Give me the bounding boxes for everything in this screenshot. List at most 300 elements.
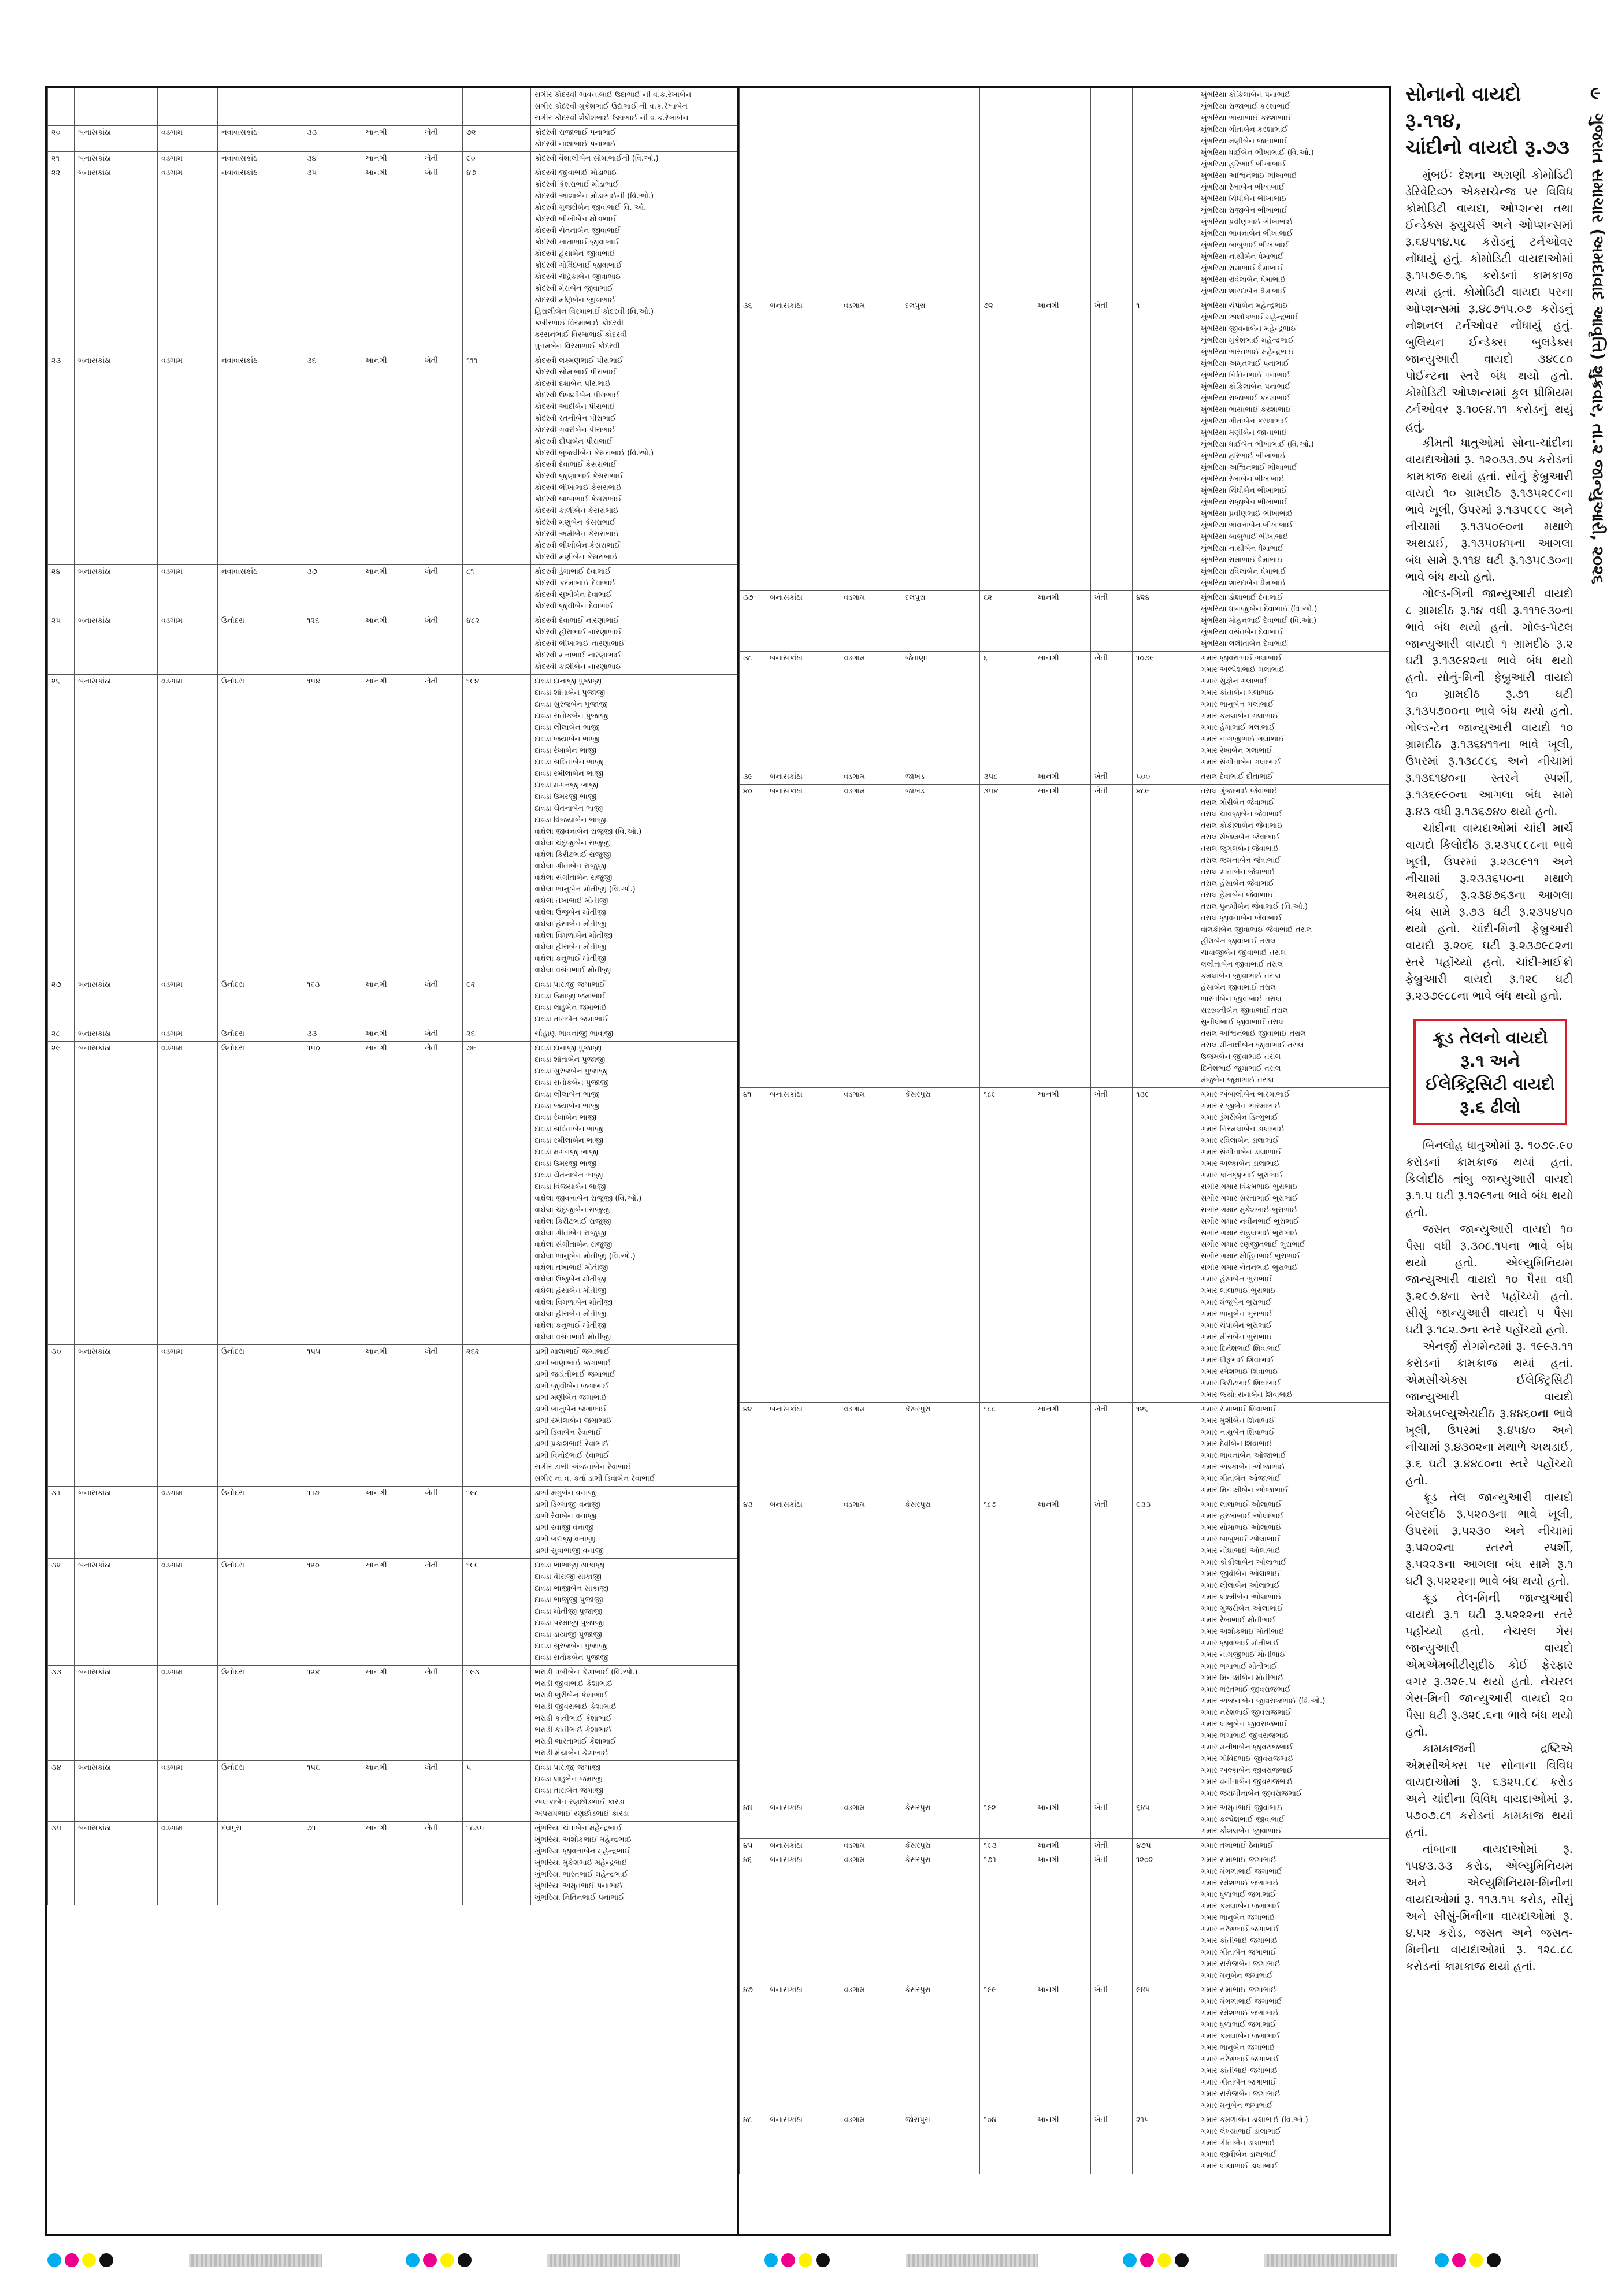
land-use-cell: ખેતી (1091, 1983, 1133, 2113)
table-row (48, 166, 737, 354)
owner-name: ગમાર મીરાબેન ભુરાભાઈ (1201, 1333, 1272, 1342)
owner-name: ભરાડી જીવરાભાઈ કેશાભાઈ (535, 1703, 617, 1711)
table-row (740, 652, 1389, 770)
owner-name: ગમાર અલ્કાબેન ઓજાભાઈ (1201, 1463, 1286, 1472)
area-cell: ૪૭૫ (1133, 1839, 1197, 1853)
owner-name: ગમાર જીવીબેન ઓલાભાઈ (1201, 1570, 1281, 1578)
owner-name: ગમાર લાલાભાઈ ડાલાભાઈ (1201, 2162, 1278, 2171)
owner-name: ગમાર ભાનુબેન ભુરાભાઈ (1201, 1310, 1273, 1318)
owner-name: ખુંભરિયા મુકેશભાઈ મહેન્દ્રભાઈ (535, 1859, 628, 1867)
area-cell: ૪૮૨ (463, 614, 531, 675)
owner-name: કોદરવી જીણાભાઈ કેસરાભાઈ (535, 472, 624, 481)
owner-name: કોદરવી નાથાભાઈ પનાભાઈ (535, 140, 617, 148)
owner-name: ગમાર લક્ષ્મીબેન ઓલાભાઈ (1201, 1593, 1282, 1602)
owner-name: ગમાર મુશીબેન શિવાભાઈ (1201, 1417, 1275, 1425)
row-number: ૪૧ (740, 1088, 766, 1403)
district-cell: બનાસકાંઠા (766, 2113, 840, 2174)
row-number: ૨૫ (48, 614, 75, 675)
owner-name: ડાભી સુવાભાજી વનાજી (535, 1547, 604, 1555)
owner-name: ગમાર સરોજબેન જગાભાઈ (1201, 2090, 1281, 2098)
owner-name: ખુંભરિયા ભાવનાબેન ભીખાભાઈ (1201, 521, 1293, 530)
owner-name: ખુંભરિયા શારદાબેન ધેમાભાઈ (1201, 287, 1286, 296)
cyan-mark (1435, 2253, 1449, 2267)
tenure-cell: ખાનગી (362, 1822, 421, 1905)
empty-cell (48, 88, 75, 126)
table-row (48, 1822, 737, 1905)
owners-cell (531, 1666, 737, 1761)
district-cell: બનાસકાંઠા (75, 675, 158, 978)
owner-name: ભરાડી મંચાબેન કેશાભાઈ (535, 1749, 609, 1758)
owner-name: ગમાર નાગજીભાઈ મોતીભાઈ (1201, 1651, 1286, 1659)
owner-name: ખુંભરિયા રવિલાબેન ધેમાભાઈ (1201, 567, 1286, 576)
owner-name: ગમાર અલ્કાબેન જીવરાજભાઈ (1201, 1766, 1293, 1775)
empty-cell (1034, 88, 1091, 299)
survey-number-cell: ૩૩ (303, 1027, 362, 1042)
village-cell: કેસરપુરા (901, 1853, 980, 1983)
table-row (740, 1801, 1389, 1839)
village-cell: જેતાણા (901, 652, 980, 770)
gray-bar (547, 2254, 680, 2267)
owners-cell (531, 675, 737, 978)
owner-name: ખુંભરિયા કોકિલાબેન પનાભાઈ (1201, 91, 1291, 99)
village-cell: ઉનોદરા (218, 978, 303, 1027)
land-use-cell: ખેતી (1091, 1088, 1133, 1403)
table-row (740, 1498, 1389, 1801)
taluka-cell: વડગામ (840, 652, 901, 770)
land-table-left-body (48, 88, 737, 1905)
owner-name: દાવડા મગનજી ભાજી (535, 781, 598, 790)
owner-name: કોદરવી ભીખીબેન કેસરાભાઈ (535, 541, 621, 550)
owner-name: ગમાર સંગીતાબેન ગલાભાઈ (1201, 758, 1281, 767)
owner-name: ભરાડી પબીબેન કેશાભાઈ (વિ.ઓ.) (535, 1668, 638, 1677)
taluka-cell: વડગામ (158, 152, 218, 166)
taluka-cell: વડગામ (158, 978, 218, 1027)
owner-name: ખુંભરિયા બાબુભાઈ ભીખાભાઈ (1201, 241, 1289, 250)
owner-name: ગમાર અંજનાબેન જીવરાજભાઈ (વિ.ઓ.) (1201, 1697, 1326, 1706)
owner-name: વાઘેલા હીરાબેન મોતીજી (535, 943, 607, 952)
district-cell: બનાસકાંઠા (75, 1666, 158, 1761)
survey-number-cell: ૧૧૭ (303, 1487, 362, 1559)
taluka-cell: વડગામ (840, 770, 901, 785)
area-cell: ૭૯ (463, 1042, 531, 1345)
owner-name: ગમાર ગીતાબેન ડાલાભાઈ (1201, 2139, 1275, 2148)
survey-number-cell: ૧૯૩ (980, 1839, 1034, 1853)
owners-cell (1197, 2113, 1389, 2174)
tenure-cell: ખાનગી (1034, 1088, 1091, 1403)
land-use-cell: ખેતી (421, 1487, 463, 1559)
table-row (740, 1403, 1389, 1498)
village-cell: ઉનોદરા (218, 675, 303, 978)
taluka-cell: વડગામ (158, 1559, 218, 1666)
survey-number-cell: ૧૨૬ (303, 614, 362, 675)
area-cell: ૭૨ (463, 126, 531, 152)
owner-name: વાઘેલા સંગીતાબેન રાજુજી (535, 1240, 613, 1249)
owner-name: ગમાર હંસાબેન ભુરાભાઈ (1201, 1275, 1272, 1284)
owner-name: ગમાર ભાનુબેન જગાભાઈ (1201, 2044, 1275, 2052)
table-row (48, 1559, 737, 1666)
district-cell: બનાસકાંઠા (766, 1498, 840, 1801)
article1-paragraph: ગોલ્ડ-ગિની જાન્યુઆરી વાયદો ૮ ગ્રામદીઠ રૂ.૧૪ વધી રૂ.૧૧૧૯૩૦ના ભાવે બંધ થયો હતો. ગોલ્ડ-પેટલ જાન્યુઆરી વાયદો ૧ ગ્રામદીઠ રૂ.૨ ઘટી રૂ.૧૩૯૪૨ના ભાવે બંધ થયો હતો. સોનું-મિની ફેબ્રુઆરી વાયદો ૧૦ ગ્રામદીઠ રૂ.૭૧ ઘટી રૂ.૧૩૫૭૦૦ના ભાવે બંધ થયો હતો. ગોલ્ડ-ટેન જાન્યુઆરી વાયદો ૧૦ ગ્રામદીઠ રૂ.૧૩૬૪૧૧ના ભાવે ખૂલી, ઉપરમાં રૂ.૧૩૮૯૮૬ અને નીચામાં રૂ.૧૩૬૧૪૦ના સ્તરને સ્પર્શી, રૂ.૧૩૬૯૯૦ના આગલા બંધ સામે રૂ.૪૩ વધી રૂ.૧૩૬૭૪૦ થયો હતો. (1405, 586, 1573, 818)
owner-name: કોદરવી હંસાબેન જીવાભાઈ (535, 250, 615, 258)
owner-name: કોદરવી કાશીબેન નારણાભાઈ (535, 663, 622, 671)
owner-name: ડાભી રવાજી વનાજી (535, 1524, 594, 1532)
land-use-cell: ખેતી (421, 614, 463, 675)
owner-name: દાવડા વિજયાબેન ભાજી (535, 1183, 606, 1191)
row-number: ૨૯ (48, 1042, 75, 1345)
owner-name: ચાવાજીબેન જીવાભાઈ તરાલ (1201, 949, 1286, 957)
owner-name: ગમાર અલ્પેશભાઈ ગલાભાઈ (1201, 666, 1285, 674)
owner-name: કોદરવી કેશરાભાઈ મોડાભાઈ (535, 180, 619, 189)
owner-name: વાલકીબેન જીવાભાઈ જેવાભાઈ તરાલ (1201, 926, 1312, 934)
table-row (48, 1345, 737, 1487)
owner-name: તરાલ હેમાબેન જેવાભાઈ (1201, 891, 1274, 900)
owner-name: ખુંભરિયા રાજીબેન ભીખાભાઈ (1201, 206, 1287, 215)
owner-name: ગમાર કાનજીભાઈ ભુરાભાઈ (1201, 1171, 1283, 1180)
owner-name: ગમાર નિરમલાબેન ડાલાભાઈ (1201, 1125, 1285, 1134)
table-row (740, 785, 1389, 1088)
owner-name: ગમાર મનુબેન જગાભાઈ (1201, 2101, 1273, 2110)
tenure-cell: ખાનગી (1034, 652, 1091, 770)
taluka-cell: વડગામ (840, 591, 901, 652)
owner-name: દાવડા તારાબેન જમાભાઈ (535, 1015, 608, 1024)
table-row (740, 1853, 1389, 1983)
owner-name: દાવડા સતોકબેન પુજાજી (535, 712, 609, 720)
owner-name: ખુંભરિયા રામાભાઈ ધેમાભાઈ (1201, 264, 1283, 273)
article1-paragraph: કીમતી ધાતુઓમાં સોના-ચાંદીના વાયદાઓમાં રૂ. ૧૨૦૩૩.૭૫ કરોડનાં કામકાજ થયાં હતાં. સોનું ફેબ્રુઆરી વાયદો ૧૦ ગ્રામદીઠ રૂ.૧૩૫૨૯૯ના ભાવે ખૂલી, ઉપરમાં રૂ.૧૩૫૯૯૯ અને નીચામાં રૂ.૧૩૫૦૯૦ના મથાળે અથડાઈ, રૂ.૧૩૫૦૪૫ના આગલા બંધ સામે રૂ.૧૧૪ ઘટી રૂ.૧૩૫૯૩૦ના ભાવે બંધ થયો હતો. (1405, 436, 1573, 584)
owner-name: દાવડા ચેતનાબેન ભાજી (535, 1171, 603, 1180)
table-row (48, 88, 737, 126)
row-number: ૩૨ (48, 1559, 75, 1666)
empty-cell (1133, 88, 1197, 299)
tenure-cell: ખાનગી (1034, 1853, 1091, 1983)
owner-name: ગમાર મંજુબેન ભુરાભાઈ (1201, 1298, 1272, 1307)
empty-cell (362, 88, 421, 126)
land-table-right-body (740, 88, 1389, 2174)
owner-name: કોદરવી હીરાભાઈ નારણાભાઈ (535, 628, 622, 637)
owner-name: ખુંભરિયા રાજીબેન ભીખાભાઈ (1201, 498, 1287, 507)
owner-name: ગમાર અંબાલીબેન ભારમાભાઈ (1201, 1090, 1290, 1099)
table-row (48, 565, 737, 614)
tenure-cell: ખાનગી (1034, 785, 1091, 1088)
owner-name: કોદરવી મનાભાઈ નારણાભાઈ (535, 651, 621, 660)
empty-cell (901, 88, 980, 299)
owner-name: કોદરવી દીપાબેન પીરાભાઈ (535, 437, 613, 446)
owner-name: સગીર ના વ. કર્તા ડાભી ડિવાબેન રેવાભાઈ (535, 1474, 655, 1483)
village-cell: જાખડ (901, 770, 980, 785)
taluka-cell: વડગામ (840, 1088, 901, 1403)
owners-cell (1197, 652, 1389, 770)
area-cell: ૧૧૧ (463, 354, 531, 565)
owner-name: દાવડા પારાજી જમાભાઈ (535, 980, 606, 989)
owner-name: ખુંભરિયા ભારતભાઈ મહેન્દ્રભાઈ (535, 1870, 628, 1879)
owner-name: કોદરવી ગુજરીબેન જીવાભાઈ વિ. ઓ. (535, 203, 647, 212)
land-use-cell: ખેતી (421, 354, 463, 565)
owners-cell (531, 1345, 737, 1487)
owner-name: ગમાર સંગીતાબેન ડાલાભાઈ (1201, 1148, 1282, 1157)
owner-name: ખુંભરિયા વસંતબેન દેવાભાઈ (1201, 628, 1283, 637)
owner-name: અપરાધભાઈ રણછોડભાઈ કારડા (535, 1810, 629, 1818)
row-number: ૪૬ (740, 1853, 766, 1983)
owner-name: ડાભી વિનોદભાઈ રેવાભાઈ (535, 1451, 610, 1460)
article1-paragraph: ચાંદીના વાયદાઓમાં ચાંદી માર્ચ વાયદો કિલોદીઠ રૂ.૨૩૫૯૯૮ના ભાવે ખૂલી, ઉપરમાં રૂ.૨૩૮૯૧૧ અને નીચામાં રૂ.૨૩૩૬૫૦ના મથાળે અથડાઈ, રૂ.૨૩૪૭૬૩ના આગલા બંધ સામે રૂ.૭૩ ઘટી રૂ.૨૩૫૪૫૦ થયો હતો. ચાંદી-મિની ફેબ્રુઆરી વાયદો રૂ.૨૦૬ ઘટી રૂ.૨૩૭૯૮૨ના સ્તરે પહોંચ્યો હતો. ચાંદી-માઈક્રો ફેબ્રુઆરી વાયદો રૂ.૧૨૯ ઘટી રૂ.૨૩૭૯૮૮ના ભાવે બંધ થયો હતો. (1405, 821, 1573, 1002)
owner-name: વાઘેલા કિરીટભાઈ રાજુજી (535, 1217, 611, 1226)
owners-cell (531, 354, 737, 565)
area-cell: ૧૮૩૫ (463, 1822, 531, 1905)
owners-cell (1197, 1853, 1389, 1983)
owners-cell (531, 1822, 737, 1905)
owner-name: ગમાર લાલાભાઈ ભુરાભાઈ (1201, 1287, 1276, 1295)
village-cell: કેસરપુરા (901, 1088, 980, 1403)
article2-paragraph: જસત જાન્યુઆરી વાયદો ૧૦ પૈસા વધી રૂ.૩૦૮.૧૫ના ભાવે બંધ થયો હતો. એલ્યુમિનિયમ જાન્યુઆરી વાયદો ૧૦ પૈસા વધી રૂ.૨૯૭.૪ના સ્તરે પહોંચ્યો હતો. સીસું જાન્યુઆરી વાયદો ૫ પૈસા ઘટી રૂ.૧૮૨.૭ના સ્તરે પહોંચ્યો હતો. (1405, 1222, 1573, 1336)
page-number: ૯ (1590, 83, 1601, 103)
owner-name: ખુંભરિયા નાથીબેન ધેમાભાઈ (1201, 252, 1284, 261)
owner-name: હંસાબેન જીવાભાઈ તરાલ (1201, 983, 1276, 992)
survey-number-cell: ૧૮૭ (980, 1498, 1034, 1801)
tenure-cell: ખાનગી (362, 1027, 421, 1042)
owner-name: ગમાર ગુજરીબેન ઓલાભાઈ (1201, 1604, 1283, 1613)
black-mark (99, 2253, 113, 2267)
survey-number-cell: ૧૨૦ (303, 1559, 362, 1666)
owner-name: ગમાર નાથુબેન શિવાભાઈ (1201, 1428, 1275, 1437)
owner-name: ગમાર મનીષાબેન જીવરાજભાઈ (1201, 1743, 1293, 1752)
owner-name: કોદરવી દેવાભાઈ કેસરાભાઈ (535, 460, 617, 469)
owner-name: તરાલ જીવનાબેન જેવાભાઈ (1201, 914, 1282, 923)
row-number: ૨૦ (48, 126, 75, 152)
article2-paragraph: બિનલોહ ધાતુઓમાં રૂ. ૧૦૭૯.૯૦ કરોડનાં કામકાજ થયાં હતાં. કિલોદીઠ તાંબુ જાન્યુઆરી વાયદો રૂ.૧.૫ ઘટી રૂ.૧૨૯૧ના ભાવે બંધ થયો હતો. (1405, 1138, 1573, 1219)
survey-number-cell: ૧૫૫ (303, 1345, 362, 1487)
owner-name: ગમાર લેખ્યાભાઈ ડાલાભાઈ (1201, 2127, 1281, 2136)
village-cell: ઉનોદરા (218, 1559, 303, 1666)
area-cell: ૧૯૮ (463, 1487, 531, 1559)
owner-name: દાવડા સતોકબેન પુજાજી (535, 1079, 609, 1087)
owner-name: ગમાર કૌશલબેન જીવાભાઈ (1201, 1827, 1282, 1836)
row-number: ૪૮ (740, 2113, 766, 2174)
owner-name: તરાલ દેવાભાઈ દીતાભાઈ (1201, 772, 1274, 781)
owner-name: કોદરવી ભીખીબેન મોડાભાઈ (535, 215, 617, 224)
article2-paragraph: ક્રૂડ તેલ-મિની જાન્યુઆરી વાયદો રૂ.૧ ઘટી રૂ.૫૨૨૨ના સ્તરે પહોંચ્યો હતો. નેચરલ ગેસ જાન્યુઆરી વાયદો એમએમબીટીયુદીઠ કોઈ ફેરફાર વગર રૂ.૩૨૯.૫ થયો હતો. નેચરલ ગેસ-મિની જાન્યુઆરી વાયદો ૨૦ પૈસા ઘટી રૂ.૩૨૯.૬ના ભાવે બંધ થયો હતો. (1405, 1591, 1573, 1738)
row-number: ૪૩ (740, 1498, 766, 1801)
masthead (1583, 81, 1613, 585)
owner-name: દાવડા લાડુબેન જમાભાઈ (535, 1004, 607, 1012)
owner-name: સગીર ડાભી અંજનાબેન રેવાભાઈ (535, 1463, 632, 1472)
owners-cell (1197, 770, 1389, 785)
owner-name: ભરાડી કાંતીભાઈ કેશાભાઈ (535, 1714, 612, 1723)
owner-name: ગમાર ભગાભાઈ મોતીભાઈ (1201, 1662, 1277, 1671)
owner-name: સગીર ગમાર વિક્રમભાઈ ભુરાભાઈ (1201, 1183, 1298, 1191)
owner-name: કોદરવી રતનીબેન પીરાભાઈ (535, 414, 617, 423)
owners-cell (531, 1761, 737, 1822)
survey-number-cell: ૧૫૦ (303, 1042, 362, 1345)
article2-paragraph: ક્રૂડ તેલ જાન્યુઆરી વાયદો બેરલદીઠ રૂ.૫૨૦૩ના ભાવે ખૂલી, ઉપરમાં રૂ.૫૨૩૦ અને નીચામાં રૂ.૫૨૦૨ના સ્તરને સ્પર્શી, રૂ.૫૨૨૩ના આગલા બંધ સામે રૂ.૧ ઘટી રૂ.૫૨૨૨ના ભાવે બંધ થયો હતો. (1405, 1490, 1573, 1588)
owner-name: ખુંભરિયા ભાયાભાઈ કરશાભાઈ (1201, 406, 1292, 414)
owner-name: સરસ્વતીબેન જીવાભાઈ તરાલ (1201, 1006, 1289, 1015)
land-use-cell: ખેતી (1091, 785, 1133, 1088)
village-cell: ઉનોદરા (218, 1345, 303, 1487)
district-cell: બનાસકાંઠા (75, 1761, 158, 1822)
village-cell: ઉનોદરા (218, 614, 303, 675)
owner-name: કોદરવી કાળીબેન કેસરાભાઈ (535, 507, 619, 515)
district-cell: બનાસકાંઠા (766, 1853, 840, 1983)
owner-name: દાવડા મગનજી ભાજી (535, 1148, 598, 1157)
owner-name: દાવડા સુરજબેન પુજાજી (535, 1067, 608, 1076)
district-cell: બનાસકાંઠા (766, 591, 840, 652)
land-use-cell: ખેતી (1091, 1498, 1133, 1801)
tenure-cell: ખાનગી (1034, 2113, 1091, 2174)
land-use-cell: ખેતી (1091, 1801, 1133, 1839)
table-row (740, 1088, 1389, 1403)
owner-name: દાવડા જયાબેન ભાજી (535, 1102, 600, 1110)
district-cell: બનાસકાંઠા (75, 1345, 158, 1487)
owner-name: પુનમબેન વિરમાભાઈ કોદરવી (535, 342, 620, 351)
area-cell: ૧૨૦૨ (1133, 1853, 1197, 1983)
taluka-cell: વડગામ (840, 1853, 901, 1983)
owner-name: ગમાર જીવીબેન ડાલાભાઈ (1201, 2150, 1277, 2159)
owners-cell (1197, 299, 1389, 591)
district-cell: બનાસકાંઠા (75, 565, 158, 614)
empty-cell (1091, 88, 1133, 299)
district-cell: બનાસકાંઠા (766, 1403, 840, 1498)
owner-name: દાવડા રમીલાબેન ભાજી (535, 1136, 603, 1145)
owner-name: ગમાર નાગજીભાઈ ગલાભાઈ (1201, 735, 1285, 744)
article2-paragraph: કામકાજની દ્રષ્ટિએ એમસીએક્સ પર સોનાના વિવિધ વાયદાઓમાં રૂ. ૬૩૨૫.૯૮ કરોડ અને ચાંદીના વિવિધ વાયદાઓમાં રૂ. ૫૭૦૭.૮૧ કરોડનાં કામકાજ થયાં હતાં. (1405, 1741, 1573, 1839)
land-use-cell: ખેતી (421, 1822, 463, 1905)
row-number: ૩૯ (740, 770, 766, 785)
yellow-mark (799, 2253, 812, 2267)
owner-name: ખુંભરિયા ચંપાબેન મહેન્દ્રભાઈ (1201, 302, 1289, 310)
owners-cell (531, 1027, 737, 1042)
owner-name: દાવડા રેખાબેન ભાજી (535, 1113, 596, 1122)
owner-name: ગમાર અમૃતભાઈ જીવાભાઈ (1201, 1804, 1283, 1812)
owner-name: ડાભી માલાભાઈ જગાભાઈ (535, 1347, 610, 1356)
owner-name: કરસનભાઈ વિરમાભાઈ કોદરવી (535, 330, 627, 339)
owner-name: સુનીલભાઈ જીવાભાઈ તરાલ (1201, 1018, 1285, 1027)
land-use-cell: ખેતી (1091, 1403, 1133, 1498)
owner-name: ખુંભરિયા હરિભાઈ ભીખાભાઈ (1201, 452, 1286, 460)
land-use-cell: ખેતી (421, 1761, 463, 1822)
owner-name: ખુંભરિયા જીવનાબેન મહેન્દ્રભાઈ (535, 1847, 630, 1856)
gold-silver-headline (1405, 81, 1573, 161)
box-line: રૂ.૬ ઢીલો (1460, 1097, 1521, 1117)
empty-cell (463, 88, 531, 126)
row-number: ૨૪ (48, 565, 75, 614)
survey-number-cell: ૧૯૨ (980, 1801, 1034, 1839)
taluka-cell: વડગામ (158, 614, 218, 675)
owner-name: ખુંભરિયા મોહનભાઈ દેવાભાઈ (વિ.ઓ.) (1201, 616, 1317, 625)
owner-name: દાવડા લીલાબેન ભાજી (535, 723, 600, 732)
owner-name: ડાભી ભદાજી વનાજી (535, 1535, 596, 1544)
row-number: ૨૭ (48, 978, 75, 1027)
owner-name: ડાભી રેવાબેન વનાજી (535, 1512, 597, 1521)
owners-cell (1197, 1088, 1389, 1403)
row-number: ૨૮ (48, 1027, 75, 1042)
taluka-cell: વડગામ (840, 1498, 901, 1801)
owner-name: ગમાર જીવરાભાઈ ગલાભાઈ (1201, 654, 1282, 663)
owner-name: ખુંભરિયા હરિભાઈ ભીખાભાઈ (1201, 160, 1286, 169)
owners-cell (531, 1559, 737, 1666)
tenure-cell: ખાનગી (1034, 1801, 1091, 1839)
owner-name: ગમાર લાભુબેન જીવરાજભાઈ (1201, 1720, 1287, 1729)
tenure-cell: ખાનગી (362, 1345, 421, 1487)
owner-name: તરાલ ગોરીબેન જેવાભાઈ (1201, 798, 1275, 807)
owner-name: તરાલ શાંતાબેન જેવાભાઈ (1201, 868, 1275, 876)
table-row (48, 675, 737, 978)
owner-name: કોદરવી લક્ષ્મણભાઈ પીરાભાઈ (535, 356, 624, 365)
owner-name: ગમાર કમળાબેન ડાલાભાઈ (વિ.ઓ.) (1201, 2116, 1308, 2124)
village-cell: કેસરપુરા (901, 1498, 980, 1801)
owner-name: દાવડા વિજયાબેન ભાજી (535, 816, 606, 824)
owner-name: ગમાર લાલાભાઈ ઓલાભાઈ (1201, 1500, 1282, 1509)
empty-cell (75, 88, 158, 126)
owner-name: તરાલ પુનમીબેન જેવાભાઈ (વિ.ઓ.) (1201, 902, 1308, 911)
owner-name: ગમાર રમેશભાઈ જગાભાઈ (1201, 2009, 1279, 2018)
row-number: ૨૩ (48, 354, 75, 565)
owner-name: ગમાર લીલાબેન ઓલાભાઈ (1201, 1581, 1280, 1590)
owner-name: તરાલ ગુંજાભાઈ જેવાભાઈ (1201, 787, 1278, 796)
magenta-mark (65, 2253, 79, 2267)
survey-number-cell: ૧૯૯ (980, 1983, 1034, 2113)
row-number: ૩૧ (48, 1487, 75, 1559)
row-number: ૩૪ (48, 1761, 75, 1822)
table-row (48, 978, 737, 1027)
taluka-cell: વડગામ (158, 1027, 218, 1042)
owner-name: ખુંભરિયા મણીબેન જાનાભાઈ (1201, 137, 1287, 146)
owner-name: વાઘેલા તખાભાઈ મોતીજી (535, 897, 608, 905)
village-cell: કેસરપુરા (901, 1801, 980, 1839)
owner-name: ગમાર રમેશભાઈ શિવાભાઈ (1201, 1368, 1279, 1376)
survey-number-cell: ૩૬ (303, 354, 362, 565)
row-number: ૨૬ (48, 675, 75, 978)
box-line: રૂ.૧ અને (1460, 1051, 1520, 1071)
owner-name: ખુંભરિયા નિતિનભાઈ પનાભાઈ (535, 1893, 625, 1902)
row-number: ૩૬ (740, 299, 766, 591)
row-number: ૨૨ (48, 166, 75, 354)
owner-name: ગમાર બાબુભાઈ ઓલાભાઈ (1201, 1535, 1281, 1544)
cyan-mark (1123, 2253, 1137, 2267)
gray-bar (1264, 2254, 1397, 2267)
survey-number-cell: ૭૧ (303, 1822, 362, 1905)
owner-name: વાઘેલા વિમળાબેન મોતીજી (535, 931, 613, 940)
tenure-cell: ખાનગી (1034, 1403, 1091, 1498)
district-cell: બનાસકાંઠા (766, 1801, 840, 1839)
tenure-cell: ખાનગી (362, 614, 421, 675)
owner-name: ખુંભરિયા અશ્વિનભાઈ ભીખાભાઈ (1201, 463, 1298, 472)
table-row (48, 1666, 737, 1761)
village-cell: દલપુરા (901, 299, 980, 591)
taluka-cell: વડગામ (840, 1801, 901, 1839)
owner-name: ખુંભરિયા અશોકભાઈ મહેન્દ્રભાઈ (535, 1836, 632, 1844)
survey-number-cell: ૩૩ (303, 126, 362, 152)
owner-name: દાવડા ભાભાજી સાકાજી (535, 1561, 605, 1570)
table-row (48, 126, 737, 152)
black-mark (816, 2253, 830, 2267)
owner-name: કોદરવી ગોવિંદભાઈ જીવાભાઈ (535, 261, 622, 270)
owner-name: સગીર કોદરવી મુકેશભાઈ ઉદાભાઈ ની વ.ક.રેખાબેન (535, 102, 688, 111)
owner-name: ખુંભરિયા રેખાબેન ભીખાભાઈ (1201, 183, 1285, 192)
news-column (1405, 81, 1573, 2236)
owner-name: ગમાર ગોવિંદભાઈ જીવરાજભાઈ (1201, 1755, 1294, 1763)
area-cell: ૨૧૫ (1133, 2113, 1197, 2174)
owner-name: ખુંભરિયા નિતિનભાઈ પનાભાઈ (1201, 371, 1291, 380)
owner-name: ગમાર કોકીલાબેન ઓલાભાઈ (1201, 1558, 1287, 1567)
owner-name: ગમાર મિનાક્ષીબેન ઓજાભાઈ (1201, 1486, 1289, 1495)
owner-name: દાવડા ઉમરજી ભાજી (535, 793, 597, 801)
owner-name: ગમાર સુજ્ઞેન ગલાભાઈ (1201, 677, 1268, 686)
owner-name: ડાભી પ્રકાશભાઈ રેવાભાઈ (535, 1440, 609, 1448)
owner-name: દાવડા ડાયાજી પુજાજી (535, 1630, 602, 1639)
owner-name: કોદરવી મેરાબેન જીવાભાઈ (535, 284, 614, 293)
owner-name: તરાલ અશ્વિનભાઈ જીવાભાઈ તરાલ (1201, 1030, 1307, 1038)
owner-name: દાવડા સતોકબેન પુજાજી (535, 1654, 609, 1662)
